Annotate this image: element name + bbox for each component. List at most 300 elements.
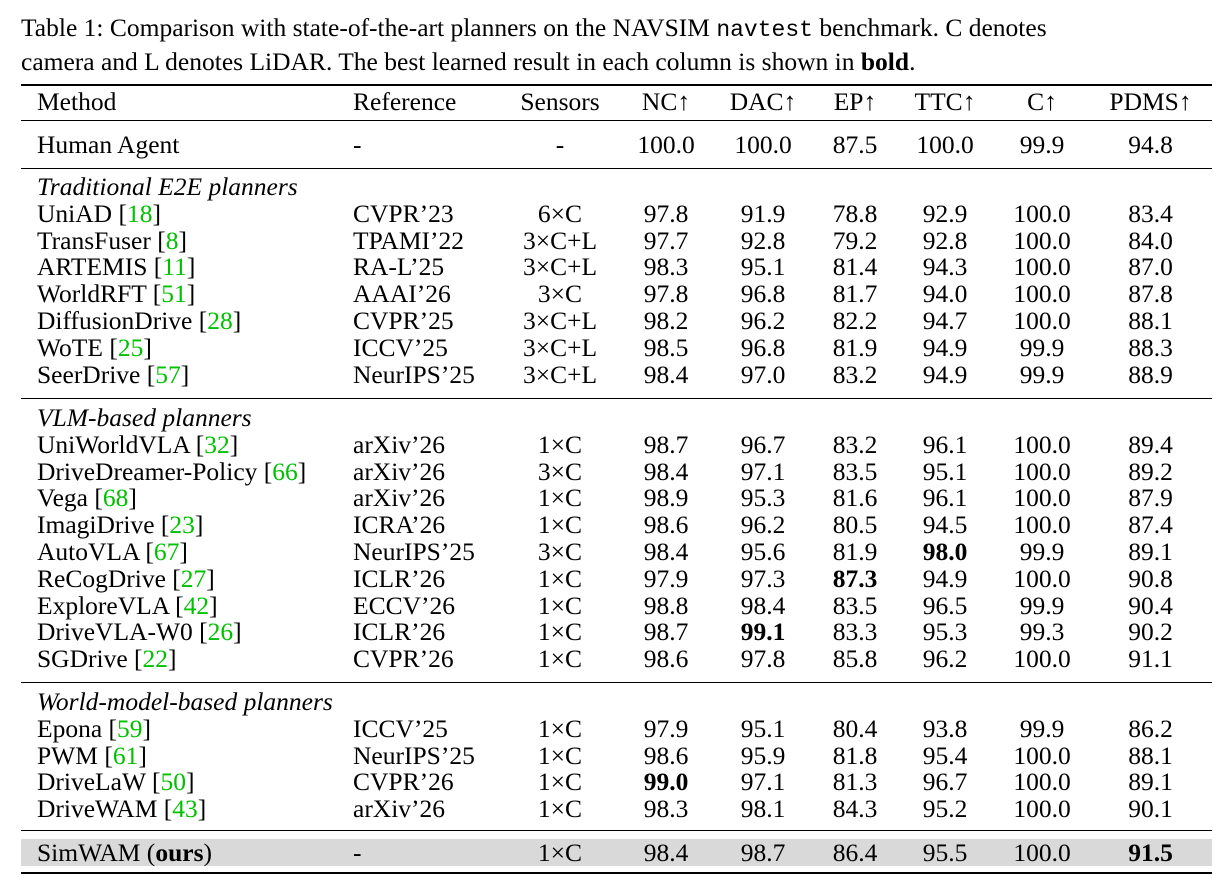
nc-value: 97.7 [643, 225, 689, 255]
column-header: Sensors [520, 87, 600, 116]
method-cell [37, 715, 151, 742]
citation-link[interactable]: 26 [207, 617, 234, 647]
pdms-value: 94.8 [1128, 130, 1173, 159]
nc-value: 98.6 [643, 644, 689, 674]
column-header: DAC↑ [729, 87, 797, 116]
pdms-value: 87.0 [1128, 252, 1173, 282]
table-rule [21, 120, 1212, 121]
reference-cell: ICCV’25 [353, 332, 448, 362]
dac-value: 95.9 [740, 740, 786, 770]
column-header: Method [37, 87, 117, 116]
method-name-suffix: ) [203, 838, 212, 867]
sensors-cell: 1×C [537, 838, 583, 867]
table-row [21, 458, 1212, 485]
cite-bracket-close: ] [209, 590, 218, 620]
nc-value: 98.7 [643, 617, 689, 647]
method-cell [37, 742, 147, 769]
citation-link[interactable]: 8 [165, 225, 179, 255]
ep-value [815, 565, 895, 592]
reference-cell: arXiv’26 [353, 429, 446, 459]
cite-bracket-open: [ [108, 713, 118, 743]
citation-link[interactable]: 57 [155, 359, 181, 389]
sensors-cell: 1×C [537, 429, 583, 459]
cite-bracket-close: ] [180, 359, 190, 389]
ep-value: 80.5 [832, 510, 878, 540]
sensors-cell: 3×C+L [522, 332, 598, 362]
method-cell [37, 484, 137, 511]
table-row [21, 280, 1212, 307]
sensors-cell: 1×C [537, 794, 583, 824]
table-row [21, 431, 1212, 458]
citation-link[interactable]: 66 [272, 456, 298, 486]
dac-value: 100.0 [734, 130, 792, 159]
sensors-cell: 3×C+L [522, 306, 598, 335]
ep-value: 86.4 [832, 838, 878, 867]
table-row [21, 307, 1212, 334]
method-cell [37, 592, 218, 619]
reference-cell: ICLR’26 [353, 617, 446, 647]
dac-value: 97.1 [740, 456, 786, 486]
ep-value: 81.4 [832, 252, 878, 282]
citation-link[interactable]: 68 [102, 483, 129, 513]
pdms-value: 90.4 [1128, 590, 1173, 620]
ep-value: 81.8 [832, 740, 878, 770]
column-header: C↑ [1027, 87, 1057, 116]
ttc-value: 95.3 [922, 617, 968, 647]
cite-bracket-close: ] [143, 332, 152, 362]
dac-value: 98.1 [740, 794, 786, 824]
cite-bracket-close: ] [178, 225, 187, 255]
reference-cell: ICRA’26 [353, 510, 446, 540]
reference-cell: CVPR’23 [353, 198, 454, 228]
pdms-value: 89.1 [1128, 767, 1173, 797]
ttc-value: 94.9 [922, 332, 968, 362]
method-name: DriveVLA-W0 [37, 617, 200, 647]
ttc-value: 95.5 [922, 838, 968, 867]
citation-link[interactable]: 28 [207, 306, 233, 335]
ep-value: 82.2 [832, 306, 878, 335]
table-row [21, 592, 1212, 619]
cite-bracket-close: ] [186, 279, 196, 309]
ep-value: 85.8 [832, 644, 878, 674]
nc-value: 98.3 [643, 252, 689, 282]
nc-value: 97.9 [643, 713, 689, 743]
ep-value: 83.2 [832, 359, 878, 389]
ttc-value: 96.1 [922, 483, 968, 513]
ep-value: 81.3 [832, 767, 878, 797]
cite-bracket-close: ] [168, 644, 177, 674]
section-title: Traditional E2E planners [37, 172, 298, 201]
sensors-cell: 1×C [537, 563, 583, 593]
cite-bracket-open: [ [152, 279, 162, 309]
pdms-value: 88.9 [1128, 359, 1173, 389]
nc-value: 97.8 [643, 198, 689, 228]
method-name: PWM [37, 740, 105, 770]
ttc-value: 94.3 [922, 252, 968, 282]
citation-link[interactable]: 61 [112, 740, 139, 770]
table-rule [21, 168, 1212, 169]
method-name: ARTEMIS [37, 252, 154, 282]
table-rule [21, 682, 1212, 683]
nc-value: 100.0 [637, 130, 695, 159]
method-name: AutoVLA [37, 537, 146, 566]
c-value: 100.0 [1013, 252, 1071, 282]
nc-value: 98.3 [643, 794, 689, 824]
c-value: 99.9 [1019, 359, 1065, 389]
method-cell [37, 565, 215, 592]
method-name: ExploreVLA [37, 590, 176, 620]
cite-bracket-open: [ [104, 740, 113, 770]
reference-cell: - [353, 130, 362, 159]
sensors-cell: 1×C [537, 483, 583, 513]
ttc-value: 94.9 [922, 563, 968, 593]
method-name: SeerDrive [37, 359, 147, 389]
cite-bracket-open: [ [175, 590, 184, 620]
dac-value: 95.3 [740, 483, 786, 513]
nc-value: 98.6 [643, 740, 689, 770]
cite-bracket-close: ] [138, 740, 147, 770]
sensors-cell: 1×C [537, 767, 583, 797]
citation-link[interactable]: 59 [117, 713, 143, 743]
ours-tag: ours [155, 838, 204, 867]
pdms-value: 86.2 [1128, 713, 1173, 743]
citation-link[interactable]: 32 [204, 429, 230, 459]
dac-value: 98.7 [740, 838, 786, 867]
citation-link[interactable]: 23 [169, 510, 195, 540]
reference-cell: RA-L’25 [353, 252, 445, 282]
cite-bracket-open: [ [94, 483, 103, 513]
reference-cell: - [353, 838, 362, 867]
ep-value: 81.6 [832, 483, 878, 513]
ep-value: 81.9 [832, 332, 878, 362]
dac-value: 95.1 [740, 713, 786, 743]
c-value: 99.9 [1019, 713, 1065, 743]
cite-bracket-open: [ [198, 306, 208, 335]
reference-cell: arXiv’26 [353, 794, 446, 824]
ttc-value: 93.8 [922, 713, 968, 743]
reference-cell: CVPR’26 [353, 767, 454, 797]
method-name: UniAD [37, 198, 119, 228]
ttc-value: 94.9 [922, 359, 968, 389]
method-cell [37, 618, 242, 645]
ep-value: 87.5 [832, 130, 878, 159]
c-value: 100.0 [1013, 429, 1071, 459]
dac-value-bold: 99.1 [740, 617, 786, 647]
sensors-cell: 3×C [537, 537, 583, 566]
table-row [21, 645, 1212, 672]
nc-value: 98.6 [643, 510, 689, 540]
sensors-cell: 1×C [537, 644, 583, 674]
ttc-value: 95.4 [922, 740, 968, 770]
method-name: TransFuser [37, 225, 158, 255]
cite-bracket-close: ] [206, 563, 215, 593]
method-cell [37, 645, 177, 672]
citation-link[interactable]: 67 [153, 537, 180, 566]
pdms-value: 89.4 [1128, 429, 1173, 459]
pdms-value: 88.1 [1128, 740, 1173, 770]
sensors-cell: 1×C [537, 510, 583, 540]
c-value: 100.0 [1013, 838, 1071, 867]
ttc-value: 96.1 [922, 429, 968, 459]
c-value: 99.9 [1019, 590, 1065, 620]
sensors-cell: 3×C+L [522, 225, 598, 255]
citation-link[interactable]: 25 [117, 332, 144, 362]
human-agent-row [21, 131, 1212, 158]
reference-cell: AAAI’26 [353, 279, 451, 309]
reference-cell: ICCV’25 [353, 713, 448, 743]
sensors-cell: 6×C [537, 198, 583, 228]
dac-value: 96.2 [740, 510, 786, 540]
cite-bracket-open: [ [151, 767, 161, 797]
method-cell [37, 458, 306, 485]
column-header: TTC↑ [914, 87, 976, 116]
c-value: 100.0 [1013, 794, 1071, 824]
reference-cell: NeurIPS’25 [353, 537, 475, 566]
pdms-value: 84.0 [1128, 225, 1173, 255]
table-row [21, 565, 1212, 592]
nc-value: 97.8 [643, 279, 689, 309]
dac-value: 96.8 [740, 332, 786, 362]
column-header: EP↑ [833, 87, 877, 116]
citation-link[interactable]: 18 [126, 198, 153, 228]
cite-bracket-close: ] [186, 252, 196, 282]
method-name: ReCogDrive [37, 563, 173, 593]
cite-bracket-close: ] [179, 537, 188, 566]
ep-value: 83.5 [832, 456, 878, 486]
table-row [21, 253, 1212, 280]
cite-bracket-open: [ [160, 510, 170, 540]
cite-bracket-close: ] [233, 617, 242, 647]
table-rule [21, 830, 1212, 831]
citation-link[interactable]: 51 [161, 279, 187, 309]
method-cell [37, 227, 187, 254]
method-cell [37, 839, 212, 866]
method-cell [37, 307, 241, 334]
table-row [21, 715, 1212, 742]
ttc-value: 96.2 [922, 644, 968, 674]
c-value: 99.9 [1019, 537, 1065, 566]
table-row [21, 538, 1212, 565]
method-name: WorldRFT [37, 279, 153, 309]
method-cell [37, 200, 161, 227]
nc-value: 97.9 [643, 563, 689, 593]
dac-value: 92.8 [740, 225, 786, 255]
table-row [21, 361, 1212, 388]
sensors-cell: 3×C [537, 279, 583, 309]
cite-bracket-close: ] [142, 713, 152, 743]
method-name: Vega [37, 483, 95, 513]
ttc-value: 96.7 [922, 767, 968, 797]
table-rule [21, 398, 1212, 399]
column-header: PDMS↑ [1109, 87, 1192, 116]
caption-line-1 [21, 12, 1216, 46]
ttc-value: 94.7 [922, 306, 968, 335]
reference-cell: TPAMI’22 [353, 225, 464, 255]
method-name: DriveWAM [37, 794, 164, 824]
cite-bracket-close: ] [297, 456, 307, 486]
cite-bracket-open: [ [157, 225, 166, 255]
ttc-value: 94.5 [922, 510, 968, 540]
cite-bracket-open: [ [199, 617, 208, 647]
method-cell [37, 280, 195, 307]
cite-bracket-close: ] [128, 483, 137, 513]
sensors-cell: 3×C [537, 456, 583, 486]
c-value: 100.0 [1013, 483, 1071, 513]
caption-text-4: . [909, 47, 916, 76]
method-name: DiffusionDrive [37, 306, 199, 335]
table-caption [21, 12, 1216, 78]
c-value: 100.0 [1013, 563, 1071, 593]
dac-value: 95.6 [740, 537, 786, 566]
sensors-cell: 3×C+L [522, 252, 598, 282]
pdms-value: 87.9 [1128, 483, 1173, 513]
pdms-value: 90.8 [1128, 563, 1173, 593]
c-value: 100.0 [1013, 740, 1071, 770]
method-name: UniWorldVLA [37, 429, 196, 459]
cite-bracket-open: [ [118, 198, 127, 228]
table-row [21, 742, 1212, 769]
method-cell: Human Agent [37, 130, 180, 159]
nc-value: 98.5 [643, 332, 689, 362]
cite-bracket-close: ] [232, 306, 242, 335]
nc-value: 98.4 [643, 537, 689, 566]
cite-bracket-open: [ [172, 563, 181, 593]
reference-cell: arXiv’26 [353, 483, 446, 513]
pdms-value [1089, 839, 1212, 866]
cite-bracket-close: ] [194, 510, 204, 540]
citation-link[interactable]: 42 [183, 590, 210, 620]
dac-value: 96.7 [740, 429, 786, 459]
caption-text-1: Table 1: Comparison with state-of-the-art planners on the NAVSIM [21, 13, 717, 42]
c-value: 99.9 [1019, 130, 1065, 159]
caption-code: navtest [716, 17, 813, 43]
sensors-cell: 1×C [537, 740, 583, 770]
ttc-value-bold: 98.0 [922, 537, 968, 566]
c-value: 100.0 [1013, 279, 1071, 309]
method-name: Epona [37, 713, 109, 743]
cite-bracket-open: [ [146, 359, 156, 389]
dac-value: 91.9 [740, 198, 786, 228]
cite-bracket-open: [ [134, 644, 143, 674]
column-header: Reference [353, 87, 457, 116]
sensors-cell: 1×C [537, 617, 583, 647]
method-cell [37, 538, 188, 565]
reference-cell: CVPR’26 [353, 644, 454, 674]
cite-bracket-open: [ [163, 794, 173, 824]
method-name: WoTE [37, 332, 110, 362]
pdms-value: 89.1 [1128, 537, 1173, 566]
sensors-cell: 1×C [537, 590, 583, 620]
column-header: NC↑ [641, 87, 691, 116]
nc-value: 98.9 [643, 483, 689, 513]
nc-value: 98.4 [643, 359, 689, 389]
ep-value: 81.7 [832, 279, 878, 309]
method-cell [37, 361, 189, 388]
dac-value: 97.1 [740, 767, 786, 797]
c-value: 99.3 [1019, 617, 1065, 647]
ep-value: 83.3 [832, 617, 878, 647]
c-value: 100.0 [1013, 644, 1071, 674]
dac-value: 95.1 [740, 252, 786, 282]
section-title: VLM-based planners [37, 403, 252, 432]
ttc-value: 92.8 [922, 225, 968, 255]
cite-bracket-close: ] [197, 794, 207, 824]
dac-value: 96.2 [740, 306, 786, 335]
table-row [21, 227, 1212, 254]
nc-value: 98.4 [643, 456, 689, 486]
citation-link[interactable]: 27 [180, 563, 207, 593]
citation-link[interactable]: 11 [162, 252, 187, 282]
pdms-value: 87.4 [1128, 510, 1173, 540]
nc-value [621, 768, 711, 795]
table-rule [21, 872, 1212, 874]
ep-value-bold: 87.3 [832, 563, 878, 593]
method-cell [37, 253, 195, 280]
c-value: 99.9 [1019, 332, 1065, 362]
citation-link[interactable]: 50 [160, 767, 186, 797]
ep-value: 80.4 [832, 713, 878, 743]
nc-value: 98.7 [643, 429, 689, 459]
ep-value: 79.2 [832, 225, 878, 255]
cite-bracket-open: [ [145, 537, 154, 566]
nc-value: 98.8 [643, 590, 689, 620]
table-row [21, 768, 1212, 795]
dac-value [711, 618, 815, 645]
ttc-value: 96.5 [922, 590, 968, 620]
citation-link[interactable]: 43 [172, 794, 198, 824]
sensors-cell: - [555, 130, 565, 159]
ours-row [21, 839, 1212, 866]
caption-text-3: camera and L denotes LiDAR. The best learned result in each column is shown in [21, 47, 861, 76]
table-row [21, 334, 1212, 361]
caption-text-2: benchmark. C denotes [812, 13, 1047, 42]
pdms-value: 91.1 [1128, 644, 1173, 674]
reference-cell: arXiv’26 [353, 456, 446, 486]
pdms-value: 87.8 [1128, 279, 1173, 309]
ep-value: 84.3 [832, 794, 878, 824]
method-name: ImagiDrive [37, 510, 161, 540]
ep-value: 81.9 [832, 537, 878, 566]
dac-value: 97.0 [740, 359, 786, 389]
dac-value: 97.8 [740, 644, 786, 674]
sensors-cell: 3×C+L [522, 359, 598, 389]
method-cell [37, 511, 203, 538]
c-value: 100.0 [1013, 306, 1071, 335]
cite-bracket-open: [ [109, 332, 118, 362]
method-cell [37, 795, 206, 822]
cite-bracket-open: [ [153, 252, 163, 282]
cite-bracket-open: [ [263, 456, 273, 486]
reference-cell: NeurIPS’25 [353, 740, 475, 770]
ttc-value: 92.9 [922, 198, 968, 228]
cite-bracket-close: ] [229, 429, 239, 459]
pdms-value: 83.4 [1128, 198, 1173, 228]
ep-value: 78.8 [832, 198, 878, 228]
pdms-value: 88.3 [1128, 332, 1173, 362]
method-name: SGDrive [37, 644, 135, 674]
reference-cell: NeurIPS’25 [353, 359, 475, 389]
cite-bracket-close: ] [152, 198, 161, 228]
nc-value: 98.2 [643, 306, 689, 335]
table-row [21, 618, 1212, 645]
method-cell [37, 431, 238, 458]
c-value: 100.0 [1013, 225, 1071, 255]
cite-bracket-close: ] [185, 767, 195, 797]
dac-value: 98.4 [740, 590, 786, 620]
method-cell [37, 768, 194, 795]
citation-link[interactable]: 22 [142, 644, 169, 674]
table-row [21, 795, 1212, 822]
